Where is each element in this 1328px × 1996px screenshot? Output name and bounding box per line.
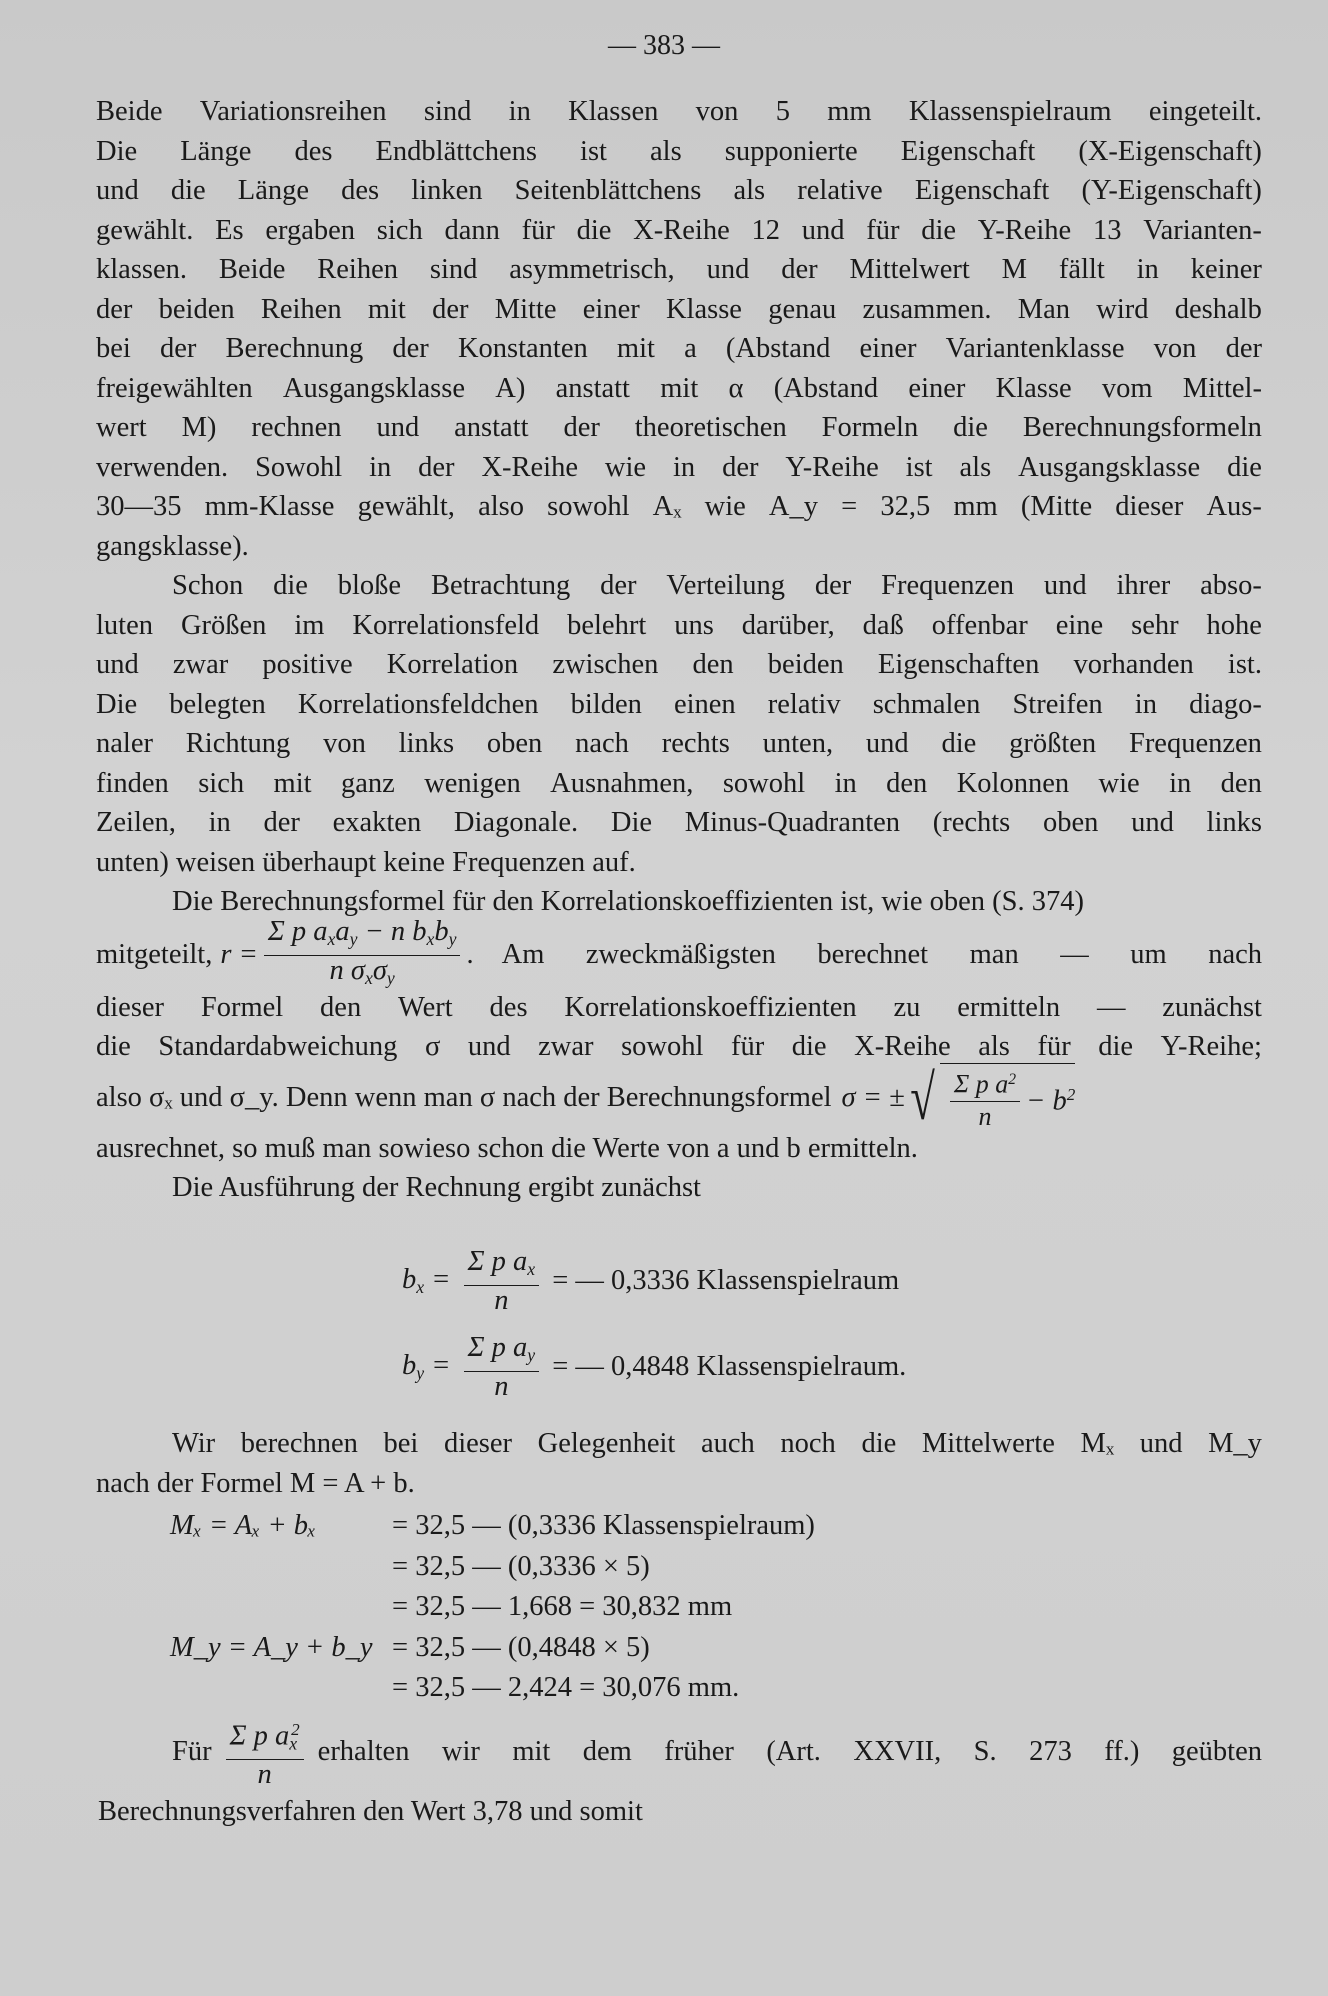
equation-rhs: = 32,5 — 2,424 = 30,076 mm. <box>392 1672 740 1704</box>
text-line: unten) weisen überhaupt keine Frequenzen auf. <box>96 846 636 878</box>
text-line: finden sich mit ganz wenigen Ausnahmen, sowohl in den Kolonnen wie in den <box>96 767 1262 799</box>
text-fragment: mitgeteilt, <box>96 938 213 970</box>
equation-rhs: = 32,5 — (0,4848 × 5) <box>392 1631 650 1663</box>
formula-sigma: σ = ± <box>841 1081 905 1113</box>
text-line: ausrechnet, so muß man sowieso schon die Werte von a und b ermitteln. <box>96 1132 918 1164</box>
text-line: Die Länge des Endblättchens ist als supponierte Eigenschaft (X-Eigenschaft) <box>96 135 1262 167</box>
text-line: Schon die bloße Betrachtung der Verteilung der Frequenzen und ihrer abso- <box>172 570 1262 601</box>
formula-line-r: mitgeteilt, r = $\frac{\Sigma p a_xa_y - n b_xb_y}{n \sigma_x\sigma_y}$ . Am zweckmäßigsten berechnet man — um nach <box>96 922 1262 988</box>
text-line: nach der Formel M = A + b. <box>96 1467 415 1499</box>
square-root-formula: √ $\frac{\Sigma p a^2}{n}$ − $b^2$ <box>909 1061 1076 1133</box>
equation-rhs: = 32,5 — 1,668 = 30,832 mm <box>392 1591 733 1623</box>
equation-by-value: = — 0,4848 Klassenspielraum. <box>552 1350 907 1382</box>
paragraph-means <box>96 1424 1262 1503</box>
text-line: Die Berechnungsformel für den Korrelationskoeffizienten ist, wie oben (S. 374) <box>172 886 1084 917</box>
text-line: verwenden. Sowohl in der X-Reihe wie in der Y-Reihe ist als Ausgangsklasse die <box>96 451 1262 483</box>
mean-equation-row <box>170 1668 815 1709</box>
mean-equations <box>170 1506 815 1709</box>
formula-line-sigma <box>96 1061 1262 1133</box>
text-line: wert M) rechnen und anstatt der theoretischen Formeln die Berechnungsformeln <box>96 412 1262 443</box>
paragraph-for: Für $\frac{\Sigma p a_x^2}{n}$ erhalten wir mit dem früher (Art. XXVII, S. 273 ff.) geübten <box>172 1714 1262 1790</box>
mean-equation-row <box>170 1506 815 1547</box>
text-line: und zwar positive Korrelation zwischen den beiden Eigenschaften vorhanden ist. <box>96 649 1262 680</box>
equation-lhs: Mₓ = Aₓ + bₓ <box>170 1510 317 1542</box>
text-fragment: also σₓ und σ_y. Denn wenn man σ nach der Berechnungsformel <box>96 1081 832 1113</box>
equation-rhs: = 32,5 — (0,3336 × 5) <box>392 1550 650 1582</box>
text-line: gangsklasse). <box>96 530 249 562</box>
text-line: der beiden Reihen mit der Mitte einer Klasse genau zusammen. Man wird deshalb <box>96 293 1262 325</box>
text-line: Berechnungsverfahren den Wert 3,78 und somit <box>98 1796 643 1827</box>
formula-r: r = <box>220 938 258 970</box>
text-line: Zeilen, in der exakten Diagonale. Die Minus-Quadranten (rechts oben und links <box>96 807 1262 838</box>
text-line: luten Größen im Korrelationsfeld belehrt uns darüber, daß offenbar eine sehr hohe <box>96 609 1262 641</box>
equation-bx-value: = — 0,3336 Klassenspielraum <box>552 1264 900 1296</box>
equation-bx: $b_x$ = $\frac{\Sigma p a_x}{n}$ = — 0,3336 Klassenspielraum <box>402 1246 900 1316</box>
text-line: und die Länge des linken Seitenblättchens als relative Eigenschaft (Y-Eigenschaft) <box>96 175 1262 206</box>
text-line: naler Richtung von links oben nach rechts unten, und die größten Frequenzen <box>96 728 1262 759</box>
text-line: 30—35 mm-Klasse gewählt, also sowohl Aₓ wie A_y = 32,5 mm (Mitte dieser Aus- <box>96 491 1262 522</box>
text-line: dieser Formel den Wert des Korrelationskoeffizienten zu ermitteln — zunächst <box>96 991 1262 1023</box>
text-line: klassen. Beide Reihen sind asymmetrisch, und der Mittelwert M fällt in keiner <box>96 254 1262 285</box>
text-line: die Standardabweichung σ und zwar sowohl für die X-Reihe als für die Y-Reihe; <box>96 1031 1262 1062</box>
mean-equation-row <box>170 1547 815 1588</box>
mean-equation-row <box>170 1628 815 1669</box>
paragraph-correlation-field <box>96 566 1262 882</box>
text-line: gewählt. Es ergaben sich dann für die X-Reihe 12 und für die Y-Reihe 13 Varianten- <box>96 214 1262 246</box>
equation-lhs: M_y = A_y + b_y <box>170 1631 373 1663</box>
text-line: Die Ausführung der Rechnung ergibt zunächst <box>172 1172 701 1203</box>
text-fragment: erhalten wir mit dem früher (Art. XXVII, S. 273 ff.) geübten <box>317 1736 1262 1768</box>
page-number: — 383 — <box>608 30 720 61</box>
mean-equation-row <box>170 1587 815 1628</box>
text-fragment: Für <box>172 1736 212 1768</box>
body-text <box>96 92 1262 1208</box>
text-line: bei der Berechnung der Konstanten mit a (Abstand einer Variantenklasse von der <box>96 333 1262 364</box>
fraction-correlation-formula: $\frac{\Sigma p a_xa_y - n b_xb_y}{n \sigma_x\sigma_y}$ <box>264 916 461 993</box>
text-line: Die belegten Korrelationsfeldchen bilden einen relativ schmalen Streifen in diago- <box>96 688 1262 720</box>
text-line: Beide Variationsreihen sind in Klassen von 5 mm Klassenspielraum eingeteilt. <box>96 96 1262 127</box>
text-line: Wir berechnen bei dieser Gelegenheit auch noch die Mittelwerte Mₓ und M_y <box>172 1428 1262 1459</box>
text-line: freigewählten Ausgangsklasse A) anstatt mit α (Abstand einer Klasse vom Mittel- <box>96 372 1262 404</box>
equation-by: $b_y$ = $\frac{\Sigma p a_y}{n}$ = — 0,4848 Klassenspielraum. <box>402 1332 907 1402</box>
text-fragment: Am zweckmäßigsten berechnet man — um nach <box>501 938 1262 970</box>
paragraph-variation-series <box>96 92 1262 566</box>
equation-rhs: = 32,5 — (0,3336 Klassenspielraum) <box>392 1510 815 1542</box>
